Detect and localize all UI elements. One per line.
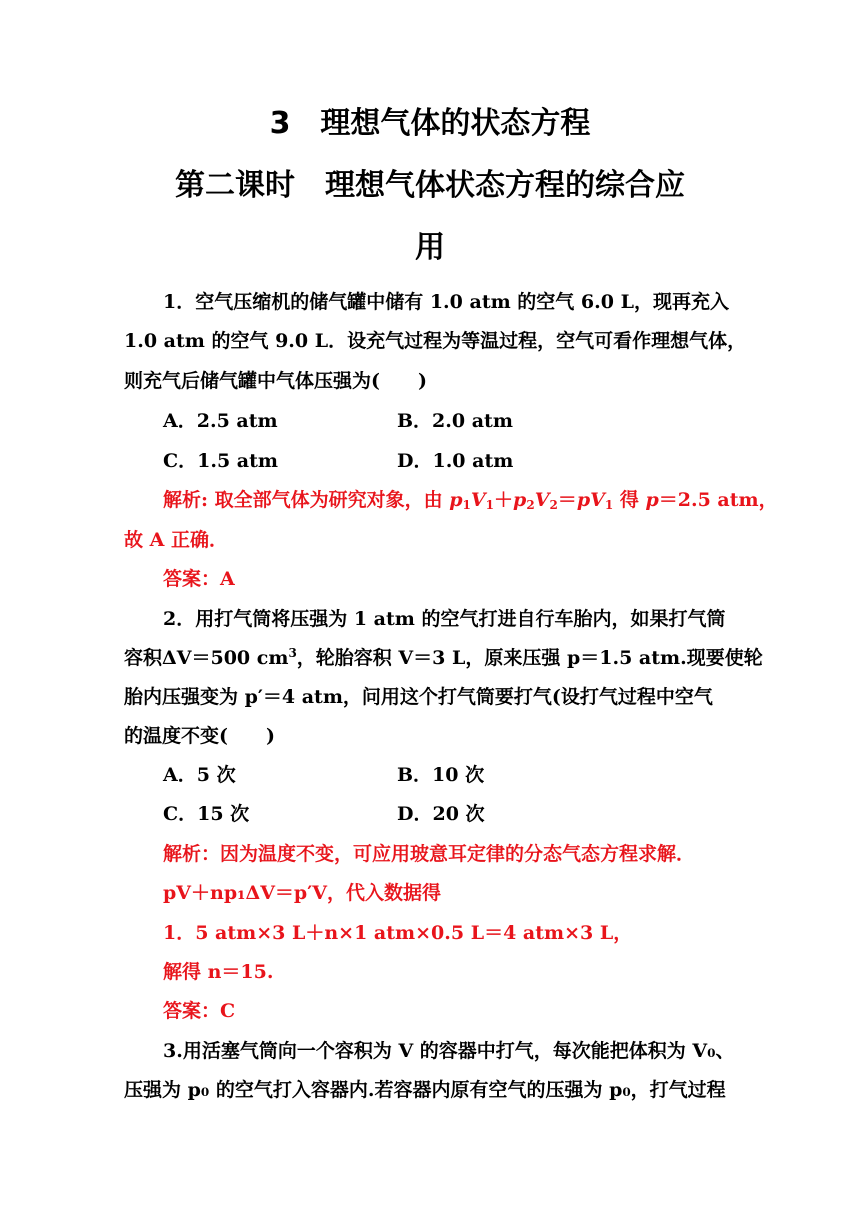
q2-option-d: D．20 次: [397, 803, 485, 825]
q2-option-c: C．15 次: [163, 803, 250, 825]
q2-stem-line-1: 2．用打气筒将压强为 1 atm 的空气打进自行车胎内，如果打气筒: [163, 608, 726, 630]
q1-answer: 答案：A: [163, 568, 235, 590]
q2-stem-line-2a: 容积ΔV＝500 cm: [124, 647, 289, 669]
q2-jiexi-line-3: 1．5 atm×3 L＋n×1 atm×0.5 L＝4 atm×3 L，: [163, 922, 633, 944]
q2-jiexi-line-2: pV＋np₁ΔV＝p′V，代入数据得: [163, 882, 441, 904]
q3-stem-line-1: 3.用活塞气筒向一个容积为 V 的容器中打气，每次能把体积为 V₀、: [163, 1040, 735, 1062]
q2-stem-line-2b: ，轮胎容积 V＝3 L，原来压强 p＝1.5 atm.现要使轮: [296, 647, 763, 669]
q1-jiexi-label: 解析:: [163, 489, 209, 511]
q1-stem-line-3: 则充气后储气罐中气体压强为( ): [124, 370, 427, 392]
q2-option-a: A．5 次: [163, 764, 236, 786]
q1-stem-line-2: 1.0 atm 的空气 9.0 L．设充气过程为等温过程，空气可看作理想气体，: [124, 330, 747, 352]
title-line-1: 3 理想气体的状态方程: [269, 106, 591, 141]
q1-option-d: D．1.0 atm: [397, 450, 514, 472]
title-line-3: 用: [415, 230, 445, 265]
q2-option-b: B．10 次: [397, 764, 485, 786]
q1-jiexi-formula: $p_1V_1+p_2V_2=pV_1$: [449, 489, 614, 512]
q1-jiexi-result: ＝2.5 atm，: [658, 489, 778, 511]
q1-jiexi-line-1: 解析: 取全部气体为研究对象，由 $p_1V_1+p_2V_2=pV_1$ 得 p＝2.5 atm，: [163, 489, 778, 512]
q1-stem-line-1: 1．空气压缩机的储气罐中储有 1.0 atm 的空气 6.0 L，现再充入: [163, 291, 729, 313]
q1-jiexi-line-2: 故 A 正确．: [124, 529, 228, 551]
q2-jiexi-line-1: 解析：因为温度不变，可应用玻意耳定律的分态气态方程求解．: [163, 843, 696, 865]
q1-jiexi-text: 取全部气体为研究对象，由: [208, 489, 450, 511]
q3-stem-line-2: 压强为 p₀ 的空气打入容器内.若容器内原有空气的压强为 p₀，打气过程: [124, 1079, 726, 1101]
title-line-2: 第二课时 理想气体状态方程的综合应: [175, 168, 685, 203]
q1-option-a: A．2.5 atm: [163, 410, 278, 432]
q1-option-b: B．2.0 atm: [397, 410, 513, 432]
q1-jiexi-tail: 得: [613, 489, 646, 511]
q2-stem-line-2: 容积ΔV＝500 $cm^3$，轮胎容积 V＝3 L，原来压强 p＝1.5 atm.现要使轮: [124, 646, 763, 669]
q2-stem-line-4: 的温度不变( ): [124, 725, 275, 747]
q2-stem-line-3: 胎内压强变为 p′＝4 atm，问用这个打气筒要打气(设打气过程中空气: [124, 686, 713, 708]
q1-option-c: C．1.5 atm: [163, 450, 278, 472]
q2-answer: 答案：C: [163, 1000, 236, 1022]
q2-jiexi-line-4: 解得 n＝15.: [163, 961, 274, 983]
